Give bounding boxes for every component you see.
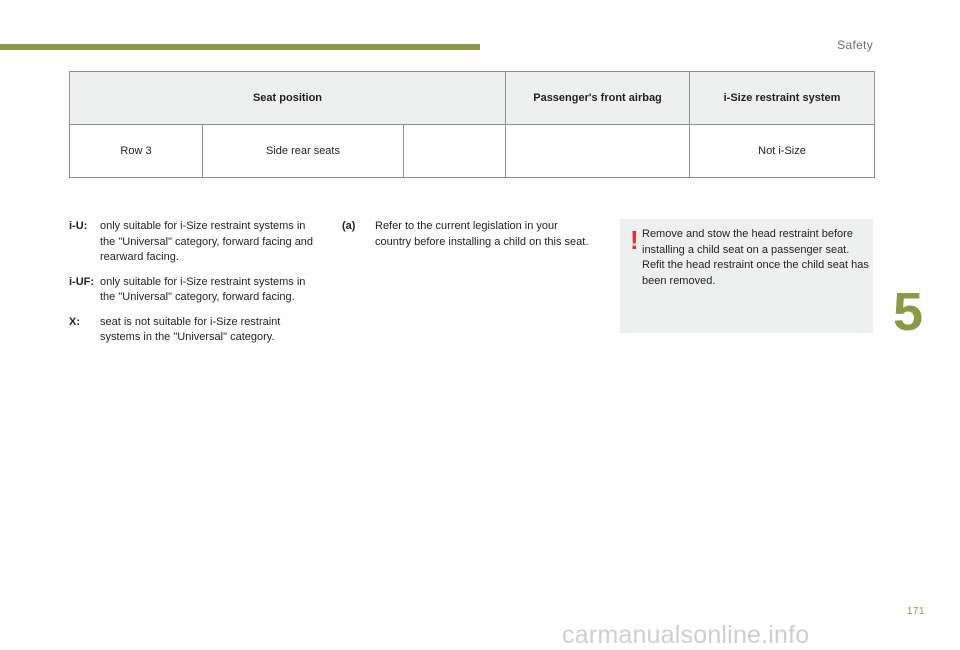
table-row	[70, 125, 875, 178]
page-number: 171	[906, 606, 925, 617]
seat-table	[69, 71, 875, 178]
header-airbag: Passenger's front airbag	[506, 72, 690, 125]
chapter-number: 5	[893, 282, 924, 342]
warning-line-1: Remove and stow the head restraint before installing a child seat on a passenger seat.	[642, 228, 853, 256]
header-accent-bar	[0, 44, 480, 50]
legend-text: only suitable for i-Size restraint systems in the "Universal" category, forward facing and rearward facing.	[100, 220, 314, 263]
footnote-key: (a)	[342, 220, 356, 232]
legend-item	[69, 219, 321, 266]
legend-text: seat is not suitable for i-Size restraint systems in the "Universal" category.	[100, 315, 281, 343]
section-title: Safety	[837, 38, 873, 52]
watermark: carmanualsonline.info	[562, 621, 810, 649]
warning-box	[620, 219, 873, 333]
warning-text	[642, 227, 870, 289]
exclamation-warning-icon: !	[630, 225, 639, 255]
header-isize: i-Size restraint system	[690, 72, 875, 125]
cell-empty-2	[506, 125, 690, 178]
footnote-text: Refer to the current legislation in your country before installing a child on this seat.	[375, 220, 589, 248]
legend-key: i-U:	[69, 220, 88, 232]
cell-row-label: Row 3	[70, 125, 203, 178]
legend-item	[69, 315, 321, 346]
legend-key: X:	[69, 315, 80, 328]
warning-line-2: Refit the head restraint once the child seat has been removed.	[642, 259, 869, 287]
cell-seat-label: Side rear seats	[203, 125, 404, 178]
legend-item	[69, 275, 321, 306]
footnote	[342, 219, 594, 250]
header-seat-position: Seat position	[70, 72, 506, 125]
table-header-row	[70, 72, 875, 125]
cell-empty-1	[404, 125, 506, 178]
legend-key: i-UF:	[69, 275, 95, 288]
legend-list	[69, 219, 321, 355]
cell-isize-value: Not i-Size	[690, 125, 875, 178]
legend-text: only suitable for i-Size restraint systems in the "Universal" category, forward facing.	[100, 275, 306, 303]
